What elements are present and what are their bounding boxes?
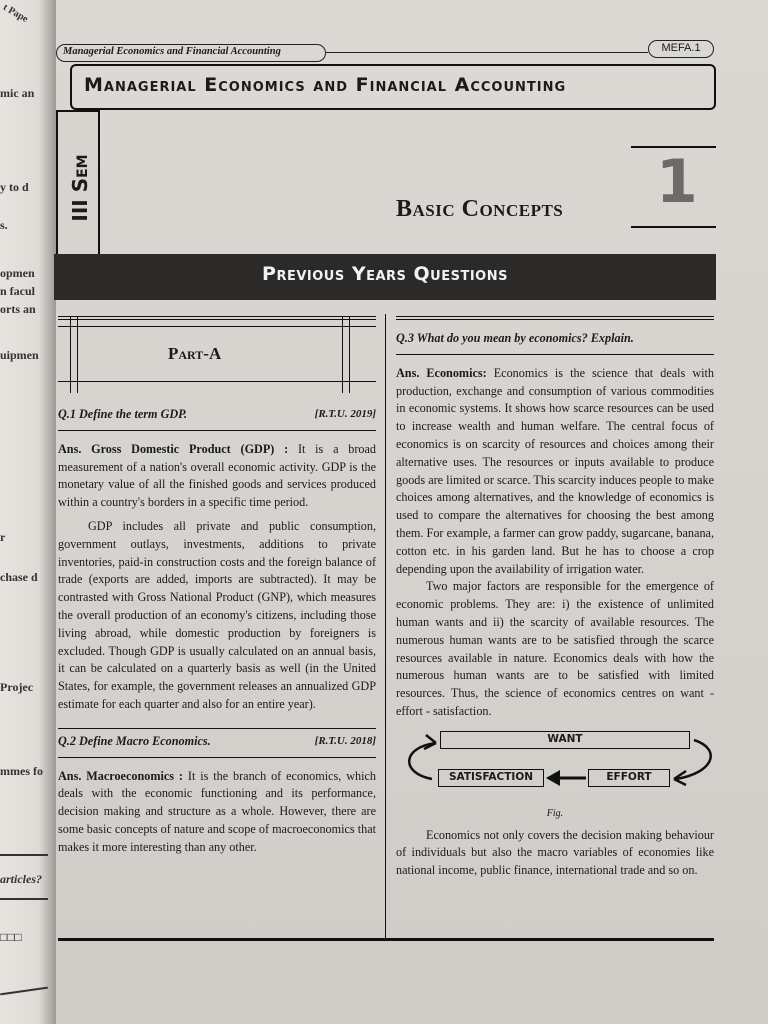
want-effort-satisfaction-figure [396, 729, 714, 801]
section-banner: Previous Years Questions [54, 254, 716, 300]
answer-text: Economics is the science that deals with production, exchange and consumption of various commodities in economic systems. It shows how scarce resources can be used to increase wealth and human welfare. The central focus of economics is on scarcity of resources and choices among their alternative uses. The resources or inputs available to produce goods are limited or scarce. This scarcity induces people to make choices among alternatives, and the knowledge of economics is used to compare the alternatives for choosing the best among them. For example, a farmer can grow paddy, sugarcane, banana, cotton etc. in his garden land. But he has to choose a crop depending upon the availability of irrigation water. [396, 365, 714, 576]
column-divider [385, 314, 386, 940]
left-column [58, 316, 376, 857]
prev-page-fragment: n facul [0, 284, 36, 298]
chapter-rule [631, 226, 716, 228]
prev-page-fragment: uipmen [0, 348, 39, 362]
answer-lead: Ans. Gross Domestic Product (GDP) : [58, 441, 289, 456]
chapter-number: 1 [656, 147, 698, 217]
question-3 [396, 326, 714, 355]
figure-caption: Fig. [546, 807, 564, 819]
answer-lead: Ans. Macroeconomics : [58, 768, 183, 783]
double-rule [396, 316, 714, 320]
previous-page-edge [0, 0, 56, 1024]
prev-page-fragment: chase d [0, 570, 38, 584]
effort-box: EFFORT [588, 769, 670, 787]
running-header-code: MEFA.1 [648, 40, 714, 58]
answer-paragraph: GDP includes all private and public consumption, government outlays, investments, additions to private inventories, paid-in construction costs and the foreign balance of trade (exports are added, imports are subtracted). It may be contrasted with Gross National Product (GNP), which measures the overall production of an economy's citizens, including those living abroad, while domestic production by foreigners is excluded. Though GDP is usually calculated on an annual basis, it can be calculated on a quarterly basis as well (in the United States, for example, the government releases an annualized GDP estimate for each quarter and also for an entire year). [58, 518, 376, 711]
arrowhead [424, 735, 436, 749]
double-rule [58, 316, 376, 320]
want-box: WANT [440, 731, 690, 749]
subject-title: Managerial Economics and Financial Accounting [70, 64, 716, 110]
satisfaction-box: SATISFACTION [438, 769, 544, 787]
answer-text: It is a broad measurement of a nation's overall economic activity. GDP is the monetary value of all the finished goods and services produced within a country's borders in a specific time period. [58, 441, 377, 510]
answer-paragraph: Two major factors are responsible for the emergence of economic problems. They are: i) the existence of unlimited human wants and ii) the scarcity of available resources. The numerous human wants are to be satisfied through the scarce resources available in nature. Economics deals with how the numerous human wants are to be satisfied with limited resources. Thus, the science of economics centres on want - effort - satisfaction. [396, 579, 714, 718]
arrow-satisfaction-to-want [409, 743, 436, 779]
semester-label: III Sem [68, 154, 92, 222]
question-text: Q.1 Define the term GDP. [58, 407, 188, 421]
prev-page-rule [0, 854, 48, 856]
part-heading-box [58, 326, 376, 382]
prev-page-fragment: y to d [0, 180, 29, 194]
prev-page-rule [0, 987, 48, 996]
answer-paragraph [58, 768, 376, 857]
prev-page-fragment: t Pape [1, 1, 30, 26]
question-1 [58, 402, 376, 431]
prev-page-rule [0, 898, 48, 900]
answer-paragraph [396, 365, 714, 579]
answer-lead: Ans. Economics: [396, 365, 487, 380]
part-label: Part-A [168, 344, 222, 363]
running-header-book-name: Managerial Economics and Financial Accounting [56, 44, 326, 62]
exam-tag: [R.T.U. 2018] [314, 734, 376, 747]
prev-page-fragment: Projec [0, 680, 34, 694]
question-text: Q.2 Define Macro Economics. [58, 733, 211, 748]
prev-page-fragment: mmes fo [0, 764, 43, 778]
semester-box [56, 110, 100, 260]
prev-page-fragment: s. [0, 218, 8, 232]
prev-page-fragment: articles? [0, 872, 42, 886]
question-2 [58, 728, 376, 758]
answer-paragraph: Economics not only covers the decision making behaviour of individuals but also the macro variables of economies like national income, public finance, international trade and so on. [396, 827, 714, 878]
answer-paragraph [58, 441, 376, 512]
exam-tag: [R.T.U. 2019] [314, 408, 376, 420]
prev-page-fragment: □□□ [0, 930, 22, 944]
prev-page-fragment: r [0, 530, 6, 544]
prev-page-fragment: opmen [0, 266, 35, 280]
arrowhead [546, 770, 560, 786]
prev-page-fragment: mic an [0, 86, 35, 100]
answer-text: It is the branch of economics, which deals with the economic functioning and its performance, decision making and structure as a whole. However, there are some basic concepts of nature and scope of macroeconomics that makes it more interesting than any other. [58, 768, 376, 854]
right-column [396, 316, 714, 880]
book-page [56, 0, 768, 1024]
prev-page-fragment: orts an [0, 302, 36, 316]
bottom-rule [58, 938, 714, 941]
chapter-title: Basic Concepts [396, 196, 564, 222]
question-text: Q.3 What do you mean by economics? Explain. [396, 331, 634, 345]
header-rule [326, 52, 648, 53]
